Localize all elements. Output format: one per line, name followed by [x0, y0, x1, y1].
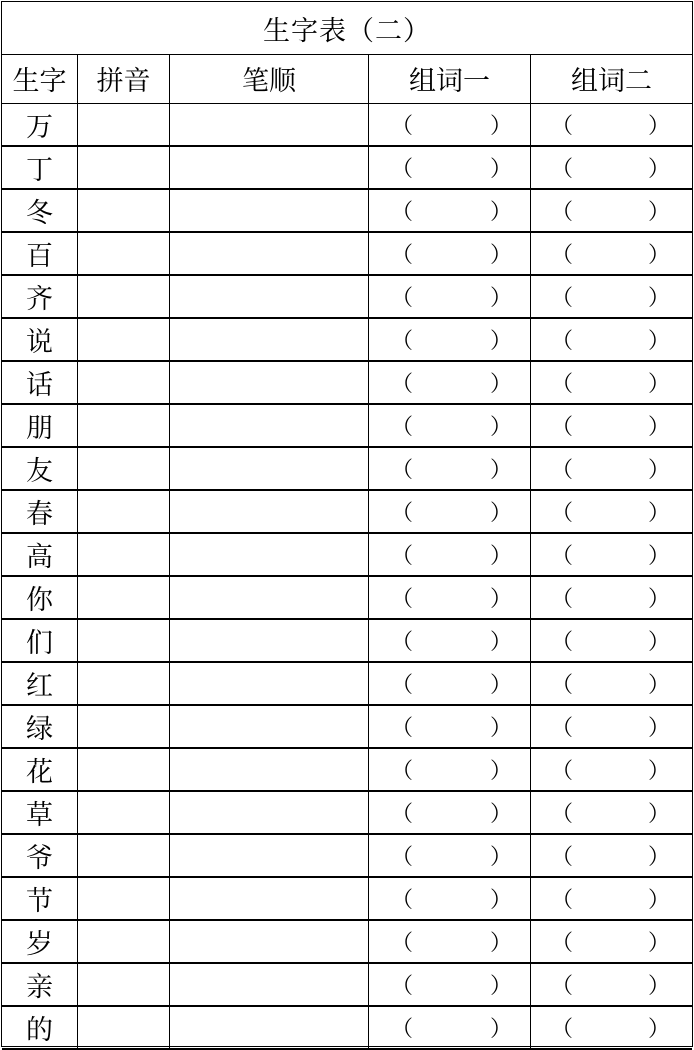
close-paren: ） — [647, 802, 670, 827]
pinyin-blank[interactable] — [78, 878, 170, 919]
close-paren: ） — [647, 845, 670, 870]
open-paren: （ — [391, 415, 414, 440]
table-row — [2, 319, 692, 362]
character-cell: 们 — [2, 620, 78, 661]
character-cell: 话 — [2, 362, 78, 403]
pinyin-blank[interactable] — [78, 835, 170, 876]
open-paren: （ — [551, 716, 574, 741]
close-paren: ） — [647, 329, 670, 354]
pinyin-blank[interactable] — [78, 276, 170, 317]
character-cell: 绿 — [2, 706, 78, 747]
table-row — [2, 448, 692, 491]
stroke-order-blank[interactable] — [170, 491, 369, 532]
pinyin-blank[interactable] — [78, 749, 170, 790]
close-paren: ） — [489, 845, 512, 870]
word-2-blank[interactable] — [531, 362, 692, 403]
table-row — [2, 706, 692, 749]
open-paren: （ — [391, 1017, 414, 1042]
table-title: 生字表（二） — [2, 2, 692, 55]
open-paren: （ — [391, 243, 414, 268]
close-paren: ） — [647, 501, 670, 526]
pinyin-blank[interactable] — [78, 964, 170, 1005]
table-row — [2, 878, 692, 921]
header-pinyin: 拼音 — [78, 54, 170, 103]
table-row — [2, 663, 692, 706]
word-1-blank[interactable] — [369, 878, 531, 919]
open-paren: （ — [551, 802, 574, 827]
word-2-blank[interactable] — [531, 792, 692, 833]
open-paren: （ — [551, 501, 574, 526]
open-paren: （ — [551, 845, 574, 870]
table-row — [2, 276, 692, 319]
character-cell: 草 — [2, 792, 78, 833]
word-1-blank[interactable] — [369, 792, 531, 833]
word-1-blank[interactable] — [369, 749, 531, 790]
character-cell: 友 — [2, 448, 78, 489]
table-row — [2, 792, 692, 835]
open-paren: （ — [391, 200, 414, 225]
table-row — [2, 362, 692, 405]
character-cell: 百 — [2, 233, 78, 274]
close-paren: ） — [647, 716, 670, 741]
word-2-blank[interactable] — [531, 448, 692, 489]
pinyin-blank[interactable] — [78, 706, 170, 747]
close-paren: ） — [647, 1017, 670, 1042]
open-paren: （ — [391, 286, 414, 311]
close-paren: ） — [489, 802, 512, 827]
word-2-blank[interactable] — [531, 534, 692, 575]
pinyin-blank[interactable] — [78, 491, 170, 532]
pinyin-blank[interactable] — [78, 448, 170, 489]
stroke-order-blank[interactable] — [170, 1007, 369, 1048]
pinyin-blank[interactable] — [78, 1007, 170, 1048]
word-1-blank[interactable] — [369, 190, 531, 231]
close-paren: ） — [489, 931, 512, 956]
word-1-blank[interactable] — [369, 534, 531, 575]
stroke-order-blank[interactable] — [170, 792, 369, 833]
header-word-1: 组词一 — [369, 54, 531, 103]
header-stroke-order: 笔顺 — [170, 54, 369, 103]
open-paren: （ — [391, 372, 414, 397]
table-row — [2, 1007, 692, 1050]
table-row — [2, 233, 692, 276]
stroke-order-blank[interactable] — [170, 319, 369, 360]
stroke-order-blank[interactable] — [170, 577, 369, 618]
open-paren: （ — [391, 759, 414, 784]
close-paren: ） — [489, 415, 512, 440]
word-1-blank[interactable] — [369, 147, 531, 188]
close-paren: ） — [489, 1017, 512, 1042]
pinyin-blank[interactable] — [78, 792, 170, 833]
word-2-blank[interactable] — [531, 706, 692, 747]
stroke-order-blank[interactable] — [170, 147, 369, 188]
open-paren: （ — [391, 501, 414, 526]
character-cell: 花 — [2, 749, 78, 790]
character-cell: 冬 — [2, 190, 78, 231]
pinyin-blank[interactable] — [78, 362, 170, 403]
header-word-2: 组词二 — [571, 66, 652, 97]
word-2-blank[interactable] — [531, 878, 692, 919]
word-2-blank[interactable] — [531, 577, 692, 618]
open-paren: （ — [391, 587, 414, 612]
open-paren: （ — [391, 114, 414, 139]
close-paren: ） — [489, 286, 512, 311]
open-paren: （ — [551, 157, 574, 182]
table-row — [2, 577, 692, 620]
stroke-order-blank[interactable] — [170, 534, 369, 575]
word-1-blank[interactable] — [369, 448, 531, 489]
close-paren: ） — [489, 974, 512, 999]
open-paren: （ — [551, 1017, 574, 1042]
word-1-blank[interactable] — [369, 964, 531, 1005]
character-cell: 的 — [2, 1007, 78, 1048]
close-paren: ） — [647, 630, 670, 655]
stroke-order-blank[interactable] — [170, 448, 369, 489]
character-cell: 高 — [2, 534, 78, 575]
word-2-blank[interactable] — [531, 1007, 692, 1048]
open-paren: （ — [391, 157, 414, 182]
word-2-blank[interactable] — [531, 835, 692, 876]
close-paren: ） — [489, 673, 512, 698]
character-cell: 齐 — [2, 276, 78, 317]
close-paren: ） — [489, 501, 512, 526]
open-paren: （ — [391, 716, 414, 741]
close-paren: ） — [647, 974, 670, 999]
word-1-blank[interactable] — [369, 1007, 531, 1048]
stroke-order-blank[interactable] — [170, 663, 369, 704]
stroke-order-blank[interactable] — [170, 835, 369, 876]
pinyin-blank[interactable] — [78, 190, 170, 231]
word-1-blank[interactable] — [369, 405, 531, 446]
stroke-order-blank[interactable] — [170, 405, 369, 446]
word-1-blank[interactable] — [369, 663, 531, 704]
open-paren: （ — [391, 802, 414, 827]
open-paren: （ — [551, 630, 574, 655]
table-row — [2, 921, 692, 964]
open-paren: （ — [391, 931, 414, 956]
word-2-blank[interactable] — [531, 233, 692, 274]
word-2-blank[interactable] — [531, 964, 692, 1005]
close-paren: ） — [489, 243, 512, 268]
close-paren: ） — [489, 372, 512, 397]
pinyin-blank[interactable] — [78, 104, 170, 145]
open-paren: （ — [391, 974, 414, 999]
close-paren: ） — [647, 587, 670, 612]
character-table — [1, 1, 693, 1047]
close-paren: ） — [489, 716, 512, 741]
pinyin-blank[interactable] — [78, 620, 170, 661]
close-paren: ） — [489, 157, 512, 182]
word-2-blank[interactable] — [531, 405, 692, 446]
table-row — [2, 190, 692, 233]
open-paren: （ — [551, 544, 574, 569]
close-paren: ） — [647, 114, 670, 139]
close-paren: ） — [647, 200, 670, 225]
pinyin-blank[interactable] — [78, 233, 170, 274]
close-paren: ） — [489, 587, 512, 612]
word-1-blank[interactable] — [369, 276, 531, 317]
word-1-blank[interactable] — [369, 835, 531, 876]
close-paren: ） — [647, 415, 670, 440]
word-2-blank[interactable] — [531, 663, 692, 704]
open-paren: （ — [391, 888, 414, 913]
close-paren: ） — [489, 759, 512, 784]
close-paren: ） — [647, 157, 670, 182]
header-character: 生字 — [2, 54, 78, 103]
open-paren: （ — [551, 243, 574, 268]
pinyin-blank[interactable] — [78, 534, 170, 575]
word-1-blank[interactable] — [369, 577, 531, 618]
open-paren: （ — [391, 673, 414, 698]
stroke-order-blank[interactable] — [170, 964, 369, 1005]
word-1-blank[interactable] — [369, 491, 531, 532]
open-paren: （ — [551, 415, 574, 440]
character-cell: 爷 — [2, 835, 78, 876]
pinyin-blank[interactable] — [78, 147, 170, 188]
close-paren: ） — [647, 888, 670, 913]
open-paren: （ — [391, 544, 414, 569]
stroke-order-blank[interactable] — [170, 749, 369, 790]
word-2-blank[interactable] — [531, 104, 692, 145]
word-1-blank[interactable] — [369, 620, 531, 661]
open-paren: （ — [391, 845, 414, 870]
stroke-order-blank[interactable] — [170, 620, 369, 661]
open-paren: （ — [551, 329, 574, 354]
table-row — [2, 620, 692, 663]
table-row — [2, 405, 692, 448]
stroke-order-blank[interactable] — [170, 190, 369, 231]
word-2-blank[interactable] — [531, 147, 692, 188]
pinyin-blank[interactable] — [78, 405, 170, 446]
open-paren: （ — [551, 931, 574, 956]
open-paren: （ — [551, 372, 574, 397]
character-cell: 朋 — [2, 405, 78, 446]
open-paren: （ — [551, 759, 574, 784]
character-cell: 节 — [2, 878, 78, 919]
character-cell: 亲 — [2, 964, 78, 1005]
stroke-order-blank[interactable] — [170, 276, 369, 317]
word-2-blank[interactable] — [531, 276, 692, 317]
word-2-blank[interactable] — [531, 491, 692, 532]
close-paren: ） — [489, 458, 512, 483]
open-paren: （ — [391, 329, 414, 354]
word-1-blank[interactable] — [369, 233, 531, 274]
stroke-order-blank[interactable] — [170, 706, 369, 747]
header-row — [2, 54, 692, 104]
close-paren: ） — [489, 630, 512, 655]
character-cell: 说 — [2, 319, 78, 360]
word-2-blank[interactable] — [531, 921, 692, 962]
word-1-blank[interactable] — [369, 921, 531, 962]
word-1-blank[interactable] — [369, 706, 531, 747]
close-paren: ） — [489, 544, 512, 569]
character-cell: 红 — [2, 663, 78, 704]
word-1-blank[interactable] — [369, 104, 531, 145]
pinyin-blank[interactable] — [78, 577, 170, 618]
stroke-order-blank[interactable] — [170, 233, 369, 274]
open-paren: （ — [551, 673, 574, 698]
character-cell: 万 — [2, 104, 78, 145]
table-row — [2, 835, 692, 878]
open-paren: （ — [391, 458, 414, 483]
close-paren: ） — [489, 888, 512, 913]
word-2-blank[interactable] — [531, 319, 692, 360]
open-paren: （ — [551, 286, 574, 311]
word-2-blank[interactable] — [531, 190, 692, 231]
word-1-blank[interactable] — [369, 319, 531, 360]
close-paren: ） — [647, 372, 670, 397]
open-paren: （ — [551, 200, 574, 225]
pinyin-blank[interactable] — [78, 921, 170, 962]
close-paren: ） — [489, 329, 512, 354]
open-paren: （ — [551, 587, 574, 612]
table-row — [2, 147, 692, 190]
close-paren: ） — [647, 673, 670, 698]
table-row — [2, 534, 692, 577]
close-paren: ） — [647, 544, 670, 569]
close-paren: ） — [647, 458, 670, 483]
stroke-order-blank[interactable] — [170, 878, 369, 919]
open-paren: （ — [551, 114, 574, 139]
stroke-order-blank[interactable] — [170, 104, 369, 145]
stroke-order-blank[interactable] — [170, 921, 369, 962]
open-paren: （ — [551, 458, 574, 483]
close-paren: ） — [489, 200, 512, 225]
open-paren: （ — [551, 888, 574, 913]
character-cell: 丁 — [2, 147, 78, 188]
table-row — [2, 964, 692, 1007]
character-cell: 岁 — [2, 921, 78, 962]
pinyin-blank[interactable] — [78, 663, 170, 704]
open-paren: （ — [551, 974, 574, 999]
word-1-blank[interactable] — [369, 362, 531, 403]
close-paren: ） — [647, 759, 670, 784]
table-row — [2, 104, 692, 147]
character-cell: 你 — [2, 577, 78, 618]
stroke-order-blank[interactable] — [170, 362, 369, 403]
word-2-blank[interactable] — [531, 620, 692, 661]
open-paren: （ — [391, 630, 414, 655]
close-paren: ） — [647, 243, 670, 268]
table-row — [2, 491, 692, 534]
word-2-blank[interactable] — [531, 749, 692, 790]
close-paren: ） — [647, 286, 670, 311]
character-cell: 春 — [2, 491, 78, 532]
table-row — [2, 749, 692, 792]
close-paren: ） — [489, 114, 512, 139]
pinyin-blank[interactable] — [78, 319, 170, 360]
close-paren: ） — [647, 931, 670, 956]
